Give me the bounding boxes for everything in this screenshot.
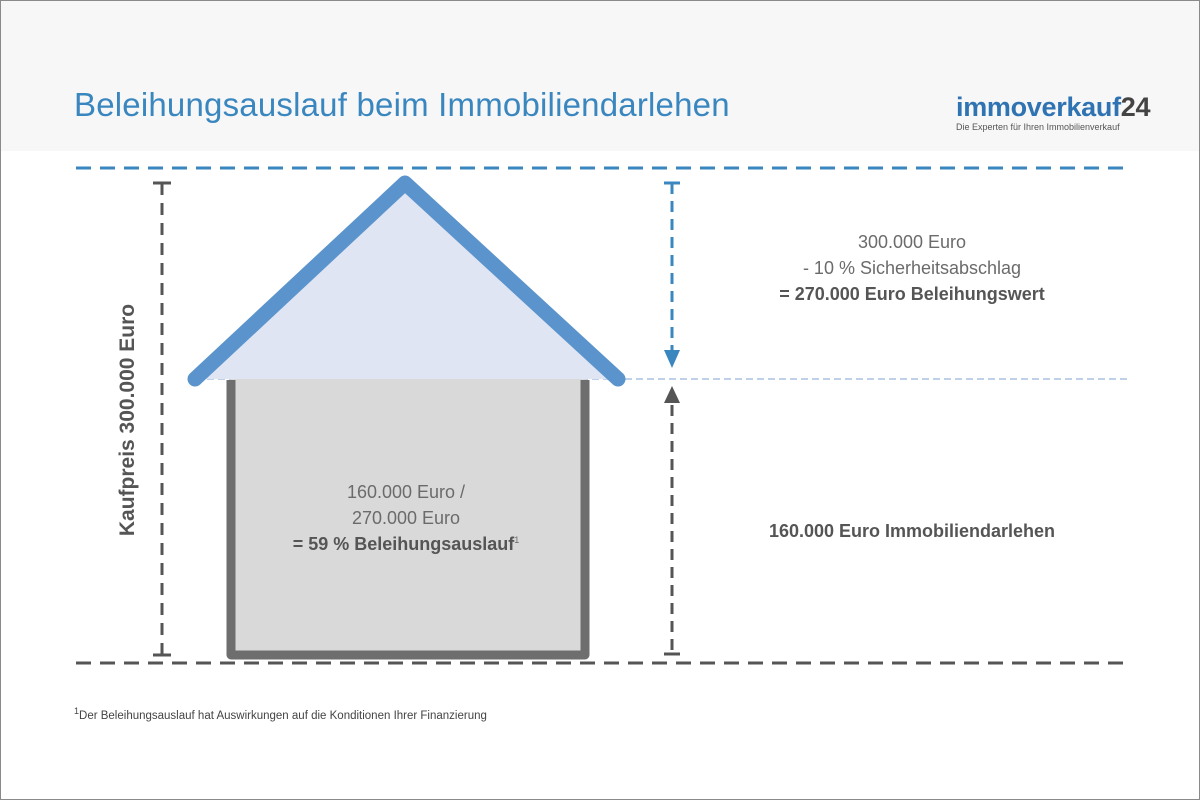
loan-label: 160.000 Euro Immobiliendarlehen	[768, 521, 1056, 541]
footnote	[74, 706, 487, 722]
purchase-price-label: Kaufpreis 300.000 Euro	[116, 303, 139, 537]
roof-fill	[196, 183, 617, 379]
ltv-line-2: 270.000 Euro	[351, 508, 461, 528]
ltv-result: = 59 % Beleihungsauslauf	[292, 534, 515, 554]
valuation-line-1: 300.000 Euro	[857, 232, 967, 252]
valuation-line-2: - 10 % Sicherheitsabschlag	[802, 258, 1022, 278]
page-title: Beleihungsauslauf beim Immobiliendarlehen	[74, 86, 730, 123]
ltv-line-1: 160.000 Euro /	[346, 482, 466, 502]
security-discount-arrow	[664, 183, 680, 368]
footnote-mark: 1	[74, 706, 80, 717]
footnote-text: Der Beleihungsauslauf hat Auswirkungen auf die Konditionen Ihrer Finanzierung	[79, 710, 487, 722]
logo-word: immoverkauf	[956, 92, 1121, 122]
valuation-result: = 270.000 Euro Beleihungswert	[779, 284, 1045, 304]
logo-tagline: Die Experten für Ihren Immobilienverkauf	[956, 122, 1120, 132]
ltv-footnote-mark: 1	[514, 535, 520, 545]
logo-number: 24	[1120, 92, 1151, 122]
loan-amount-arrow	[664, 386, 680, 654]
ltv-calculation	[256, 479, 556, 557]
purchase-price-dimension	[153, 183, 171, 655]
valuation-calculation	[752, 229, 1072, 307]
